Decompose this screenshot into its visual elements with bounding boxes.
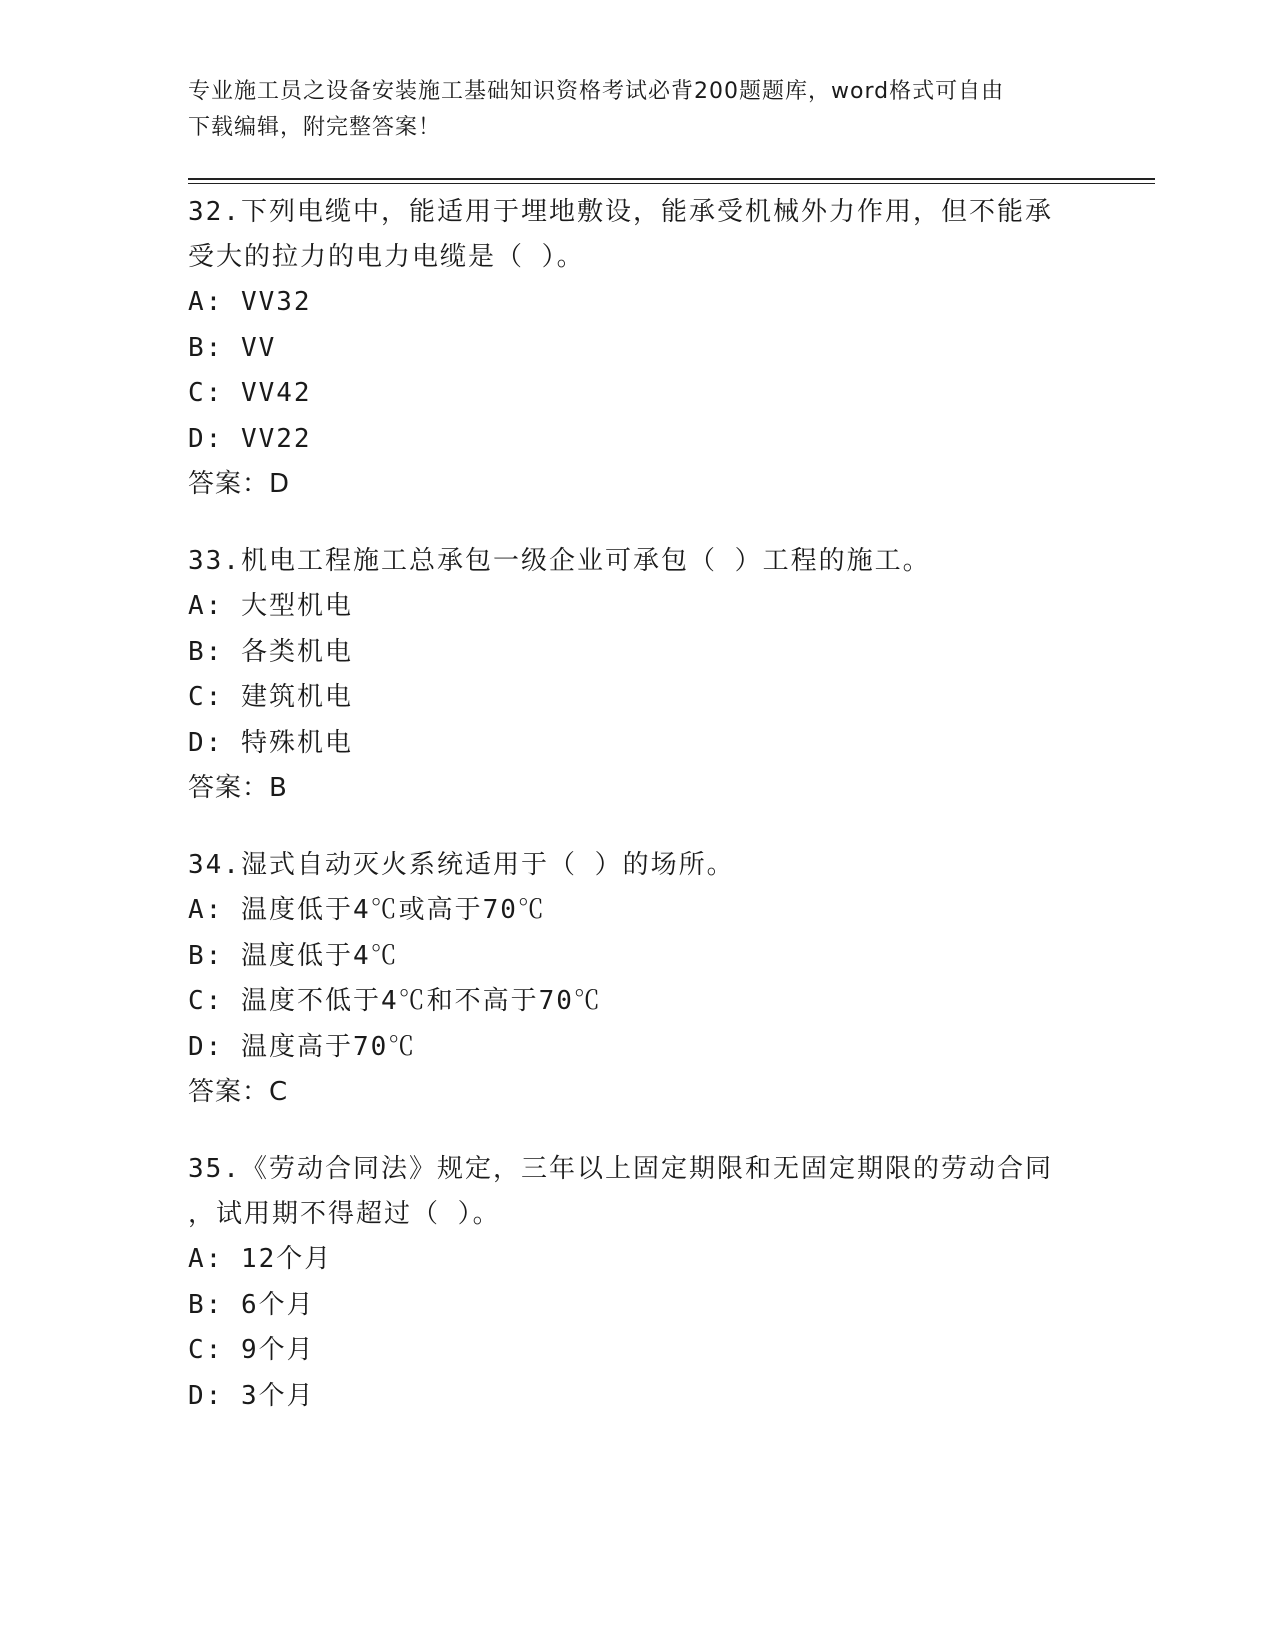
header-divider-thin xyxy=(188,183,1155,184)
question-stem-line-1: 35.《劳动合同法》规定，三年以上固定期限和无固定期限的劳动合同 xyxy=(188,1154,1053,1184)
question-33 xyxy=(188,539,1088,811)
option-b: B: VV xyxy=(188,332,277,363)
option-c: C: VV42 xyxy=(188,378,312,408)
question-stem-line-2: 受大的拉力的电力电缆是（ ）。 xyxy=(188,242,585,272)
header-line-2: 下载编辑，附完整答案！ xyxy=(188,115,442,140)
option-b: B: 6个月 xyxy=(188,1289,315,1320)
question-35 xyxy=(188,1147,1088,1419)
answer-text: 答案：D xyxy=(188,469,291,499)
question-stem-line-1: 34.湿式自动灭火系统适用于（ ）的场所。 xyxy=(188,850,735,880)
question-34 xyxy=(188,843,1088,1115)
header-divider-thick xyxy=(188,178,1155,180)
option-c: C: 9个月 xyxy=(188,1335,315,1365)
option-d: D: 3个月 xyxy=(188,1380,315,1411)
answer-text: 答案：C xyxy=(188,1077,289,1107)
option-a: A: 12个月 xyxy=(188,1244,333,1274)
option-b: B: 温度低于4℃ xyxy=(188,940,399,971)
option-d: D: 特殊机电 xyxy=(188,727,353,758)
option-c: C: 温度不低于4℃和不高于70℃ xyxy=(188,986,602,1016)
option-d: D: 温度高于70℃ xyxy=(188,1031,417,1062)
answer-text: 答案：B xyxy=(188,773,288,803)
document-header xyxy=(188,74,1088,146)
option-b: B: 各类机电 xyxy=(188,636,353,667)
question-stem-line-1: 33.机电工程施工总承包一级企业可承包（ ）工程的施工。 xyxy=(188,546,931,576)
question-list xyxy=(188,190,1088,1451)
option-d: D: VV22 xyxy=(188,423,312,454)
option-a: A: 温度低于4℃或高于70℃ xyxy=(188,895,546,925)
option-a: A: VV32 xyxy=(188,287,312,317)
question-stem-line-1: 32.下列电缆中，能适用于埋地敷设，能承受机械外力作用，但不能承 xyxy=(188,197,1053,227)
header-line-1: 专业施工员之设备安装施工基础知识资格考试必背200题题库，word格式可自由 xyxy=(188,79,1005,104)
question-32 xyxy=(188,190,1088,507)
question-stem-line-2: ，试用期不得超过（ ）。 xyxy=(188,1199,501,1229)
option-c: C: 建筑机电 xyxy=(188,682,353,712)
option-a: A: 大型机电 xyxy=(188,591,353,621)
